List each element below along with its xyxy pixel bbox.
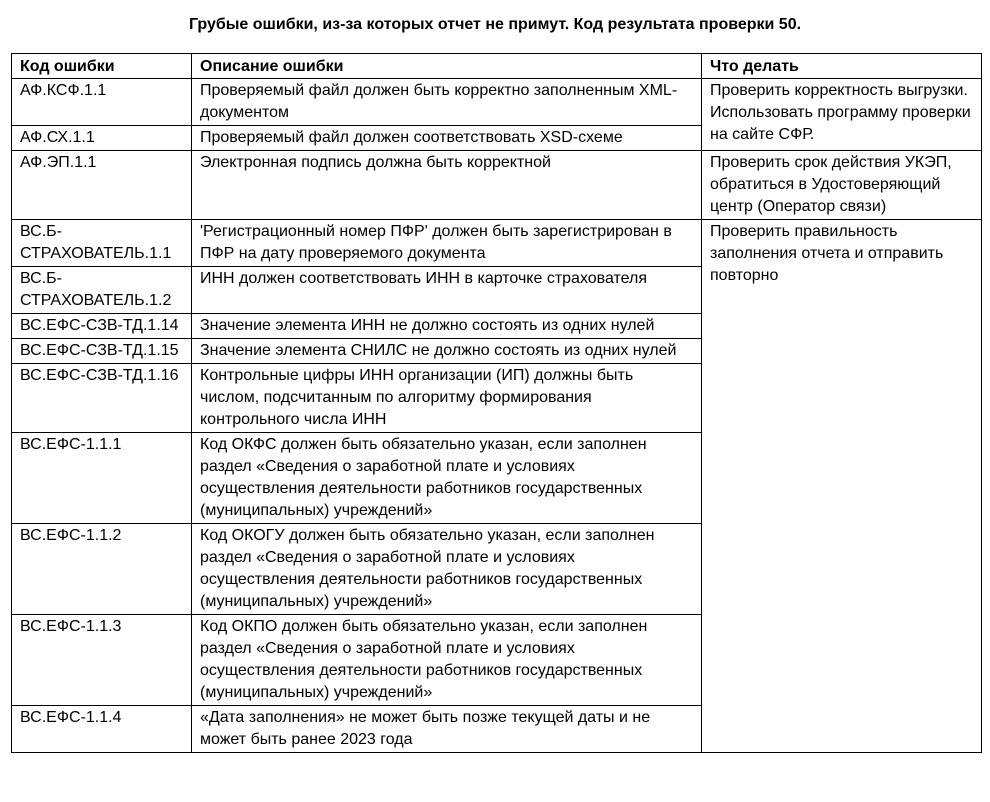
error-description: Проверяемый файл должен быть корректно заполненным XML-документом <box>192 79 702 126</box>
header-description: Описание ошибки <box>192 54 702 79</box>
error-code: ВС.Б-СТРАХОВАТЕЛЬ.1.2 <box>12 267 192 314</box>
error-code: ВС.ЕФС-СЗВ-ТД.1.16 <box>12 364 192 433</box>
error-code: АФ.ЭП.1.1 <box>12 151 192 220</box>
error-description: Электронная подпись должна быть корректной <box>192 151 702 220</box>
error-description: Значение элемента ИНН не должно состоять из одних нулей <box>192 314 702 339</box>
error-action: Проверить срок действия УКЭП, обратиться в Удостоверяющий центр (Оператор связи) <box>702 151 982 220</box>
error-action: Проверить правильность заполнения отчета и отправить повторно <box>702 220 982 753</box>
error-code: ВС.ЕФС-1.1.4 <box>12 706 192 753</box>
table-header-row <box>12 54 982 79</box>
error-code: ВС.ЕФС-СЗВ-ТД.1.14 <box>12 314 192 339</box>
error-description: 'Регистрационный номер ПФР' должен быть зарегистрирован в ПФР на дату проверяемого документа <box>192 220 702 267</box>
error-description: Проверяемый файл должен соответствовать XSD-схеме <box>192 126 702 151</box>
error-code: ВС.ЕФС-1.1.3 <box>12 615 192 706</box>
error-description: Код ОКПО должен быть обязательно указан, если заполнен раздел «Сведения о заработной плате и условиях осуществления деятельности работников государственных (муниципальных) учреждений» <box>192 615 702 706</box>
header-action: Что делать <box>702 54 982 79</box>
error-code: ВС.ЕФС-СЗВ-ТД.1.15 <box>12 339 192 364</box>
error-action: Проверить корректность выгрузки. Использовать программу проверки на сайте СФР. <box>702 79 982 151</box>
error-description: Код ОКФС должен быть обязательно указан, если заполнен раздел «Сведения о заработной плате и условиях осуществления деятельности работников государственных (муниципальных) учреждений» <box>192 433 702 524</box>
error-description: ИНН должен соответствовать ИНН в карточке страхователя <box>192 267 702 314</box>
error-code: ВС.ЕФС-1.1.1 <box>12 433 192 524</box>
error-description: Код ОКОГУ должен быть обязательно указан, если заполнен раздел «Сведения о заработной плате и условиях осуществления деятельности работников государственных (муниципальных) учреждений» <box>192 524 702 615</box>
table-row <box>12 151 982 220</box>
table-row <box>12 79 982 126</box>
header-code: Код ошибки <box>12 54 192 79</box>
table-row <box>12 220 982 267</box>
error-description: «Дата заполнения» не может быть позже текущей даты и не может быть ранее 2023 года <box>192 706 702 753</box>
error-description: Контрольные цифры ИНН организации (ИП) должны быть числом, подсчитанным по алгоритму формирования контрольного числа ИНН <box>192 364 702 433</box>
error-code: ВС.Б-СТРАХОВАТЕЛЬ.1.1 <box>12 220 192 267</box>
error-code: АФ.СХ.1.1 <box>12 126 192 151</box>
error-description: Значение элемента СНИЛС не должно состоять из одних нулей <box>192 339 702 364</box>
errors-table <box>11 53 982 753</box>
error-code: АФ.КСФ.1.1 <box>12 79 192 126</box>
page-title: Грубые ошибки, из-за которых отчет не примут. Код результата проверки 50. <box>188 16 802 33</box>
error-code: ВС.ЕФС-1.1.2 <box>12 524 192 615</box>
